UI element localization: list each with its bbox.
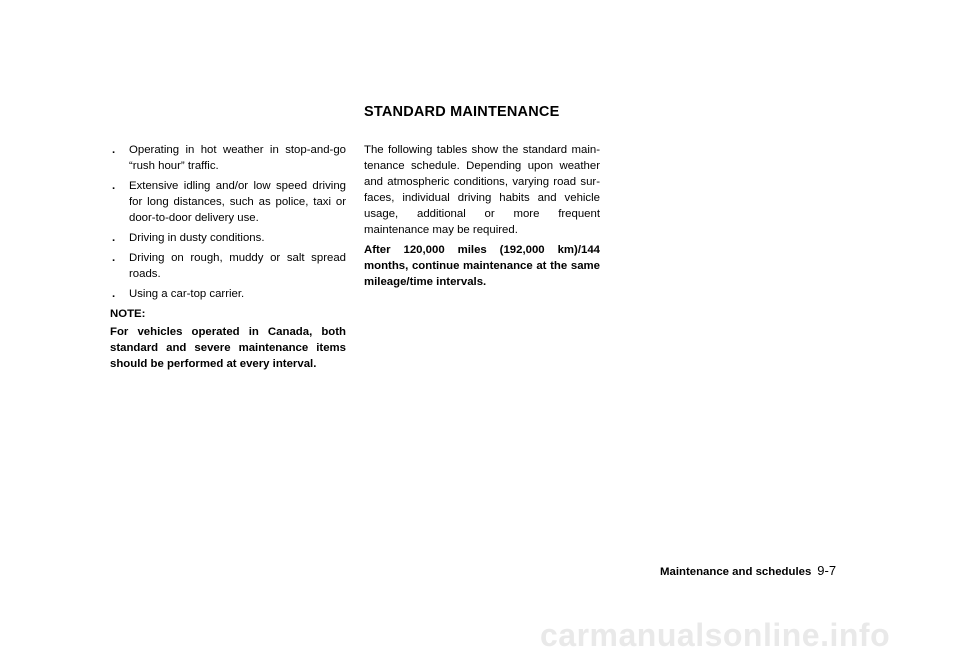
bullet-icon: . bbox=[112, 232, 116, 244]
list-item-text: Operating in hot weather in stop-and-go “rush hour” traffic. bbox=[129, 144, 346, 172]
bullet-icon: . bbox=[112, 144, 116, 156]
bullet-icon: . bbox=[112, 252, 116, 264]
page-footer bbox=[660, 563, 860, 578]
list-item-text: Driving in dusty conditions. bbox=[129, 232, 265, 244]
list-item-text: Using a car-top carrier. bbox=[129, 288, 245, 300]
list-item bbox=[110, 250, 346, 282]
interval-note: After 120,000 miles (192,000 km)/144 months, continue maintenance at the same mileage/time intervals. bbox=[364, 244, 600, 288]
list-item-text: Driving on rough, muddy or salt spread roads. bbox=[129, 252, 346, 280]
page-number: 9-7 bbox=[817, 563, 837, 578]
list-item bbox=[110, 230, 346, 246]
severe-conditions-list bbox=[110, 142, 346, 302]
list-item bbox=[110, 286, 346, 302]
note-text: For vehicles operated in Canada, both standard and severe maintenance items should be performed at every interval. bbox=[110, 326, 346, 370]
list-item bbox=[110, 178, 346, 226]
bullet-icon: . bbox=[112, 180, 116, 192]
list-item bbox=[110, 142, 346, 174]
section-heading: STANDARD MAINTENANCE bbox=[364, 104, 560, 120]
footer-section-name: Maintenance and schedules bbox=[660, 566, 812, 578]
watermark-text: carmanualsonline.info bbox=[540, 617, 891, 653]
left-column bbox=[110, 142, 346, 372]
intro-paragraph: The following tables show the standard main-tenance schedule. Depending upon weather and atmospheric conditions, varying road sur-faces, individual driving habits and vehicle usage, additional or more frequent maintenance may be required. bbox=[364, 144, 600, 236]
bullet-icon: . bbox=[112, 288, 116, 300]
list-item-text: Extensive idling and/or low speed driving for long distances, such as police, taxi or door-to-door delivery use. bbox=[129, 180, 346, 224]
note-label: NOTE: bbox=[110, 308, 146, 320]
right-column bbox=[364, 142, 600, 290]
